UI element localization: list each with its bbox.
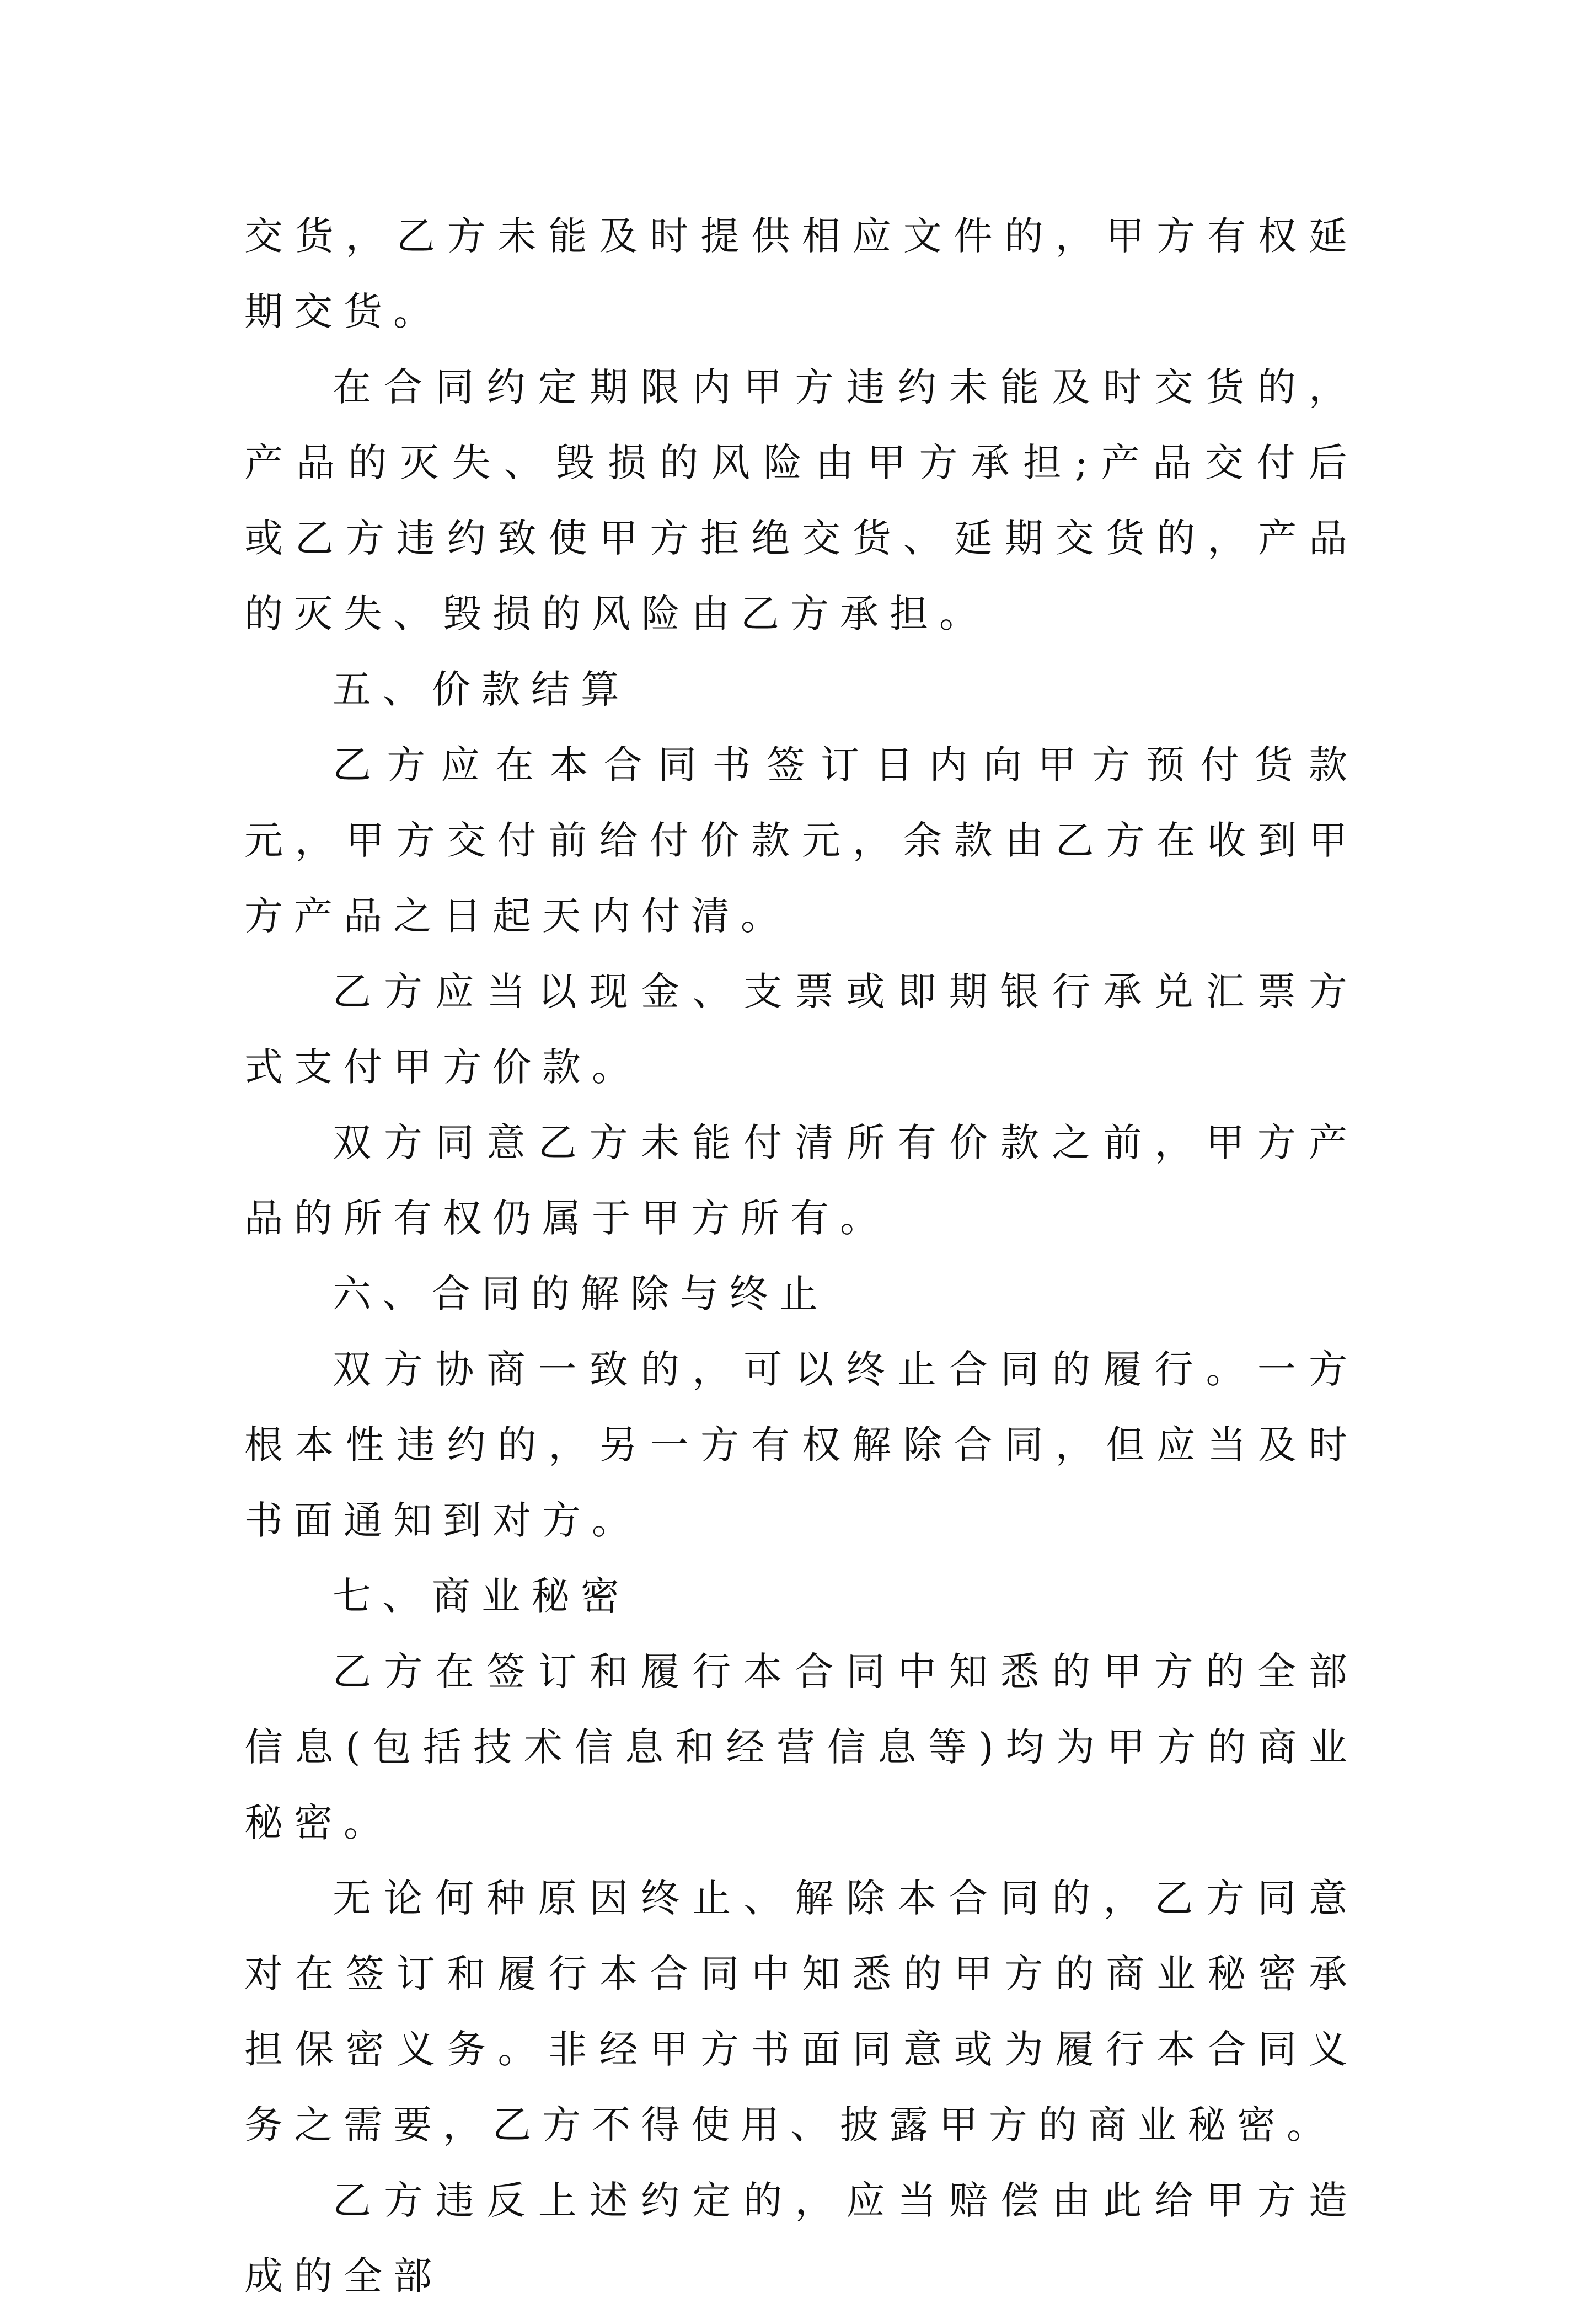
paragraph-confidentiality: 无论何种原因终止、解除本合同的，乙方同意对在签订和履行本合同中知悉的甲方的商业秘密承担保密义务。非经甲方书面同意或为履行本合同义务之需要，乙方不得使用、披露甲方的商业秘密。	[244, 1876, 1358, 2147]
section-heading-price-settlement: 五、价款结算	[333, 667, 630, 712]
paragraph-continuation: 交货，乙方未能及时提供相应文件的，甲方有权延期交货。	[244, 213, 1358, 334]
paragraph-termination: 双方协商一致的，可以终止合同的履行。一方根本性违约的，另一方有权解除合同，但应当及时书面通知到对方。	[244, 1347, 1358, 1543]
section-heading-trade-secrets: 七、商业秘密	[333, 1573, 630, 1619]
paragraph-trade-secret-definition: 乙方在签订和履行本合同中知悉的甲方的全部信息(包括技术信息和经营信息等)均为甲方的商业秘密。	[244, 1649, 1358, 1845]
paragraph-ownership: 双方同意乙方未能付清所有价款之前，甲方产品的所有权仍属于甲方所有。	[244, 1120, 1358, 1241]
section-heading-termination: 六、合同的解除与终止	[333, 1271, 829, 1316]
paragraph-risk-of-loss: 在合同约定期限内甲方违约未能及时交货的，产品的灭失、毁损的风险由甲方承担;产品交付后或乙方违约致使甲方拒绝交货、延期交货的，产品的灭失、毁损的风险由乙方承担。	[244, 365, 1358, 636]
paragraph-payment-method: 乙方应当以现金、支票或即期银行承兑汇票方式支付甲方价款。	[244, 969, 1358, 1090]
paragraph-prepayment: 乙方应在本合同书签订日内向甲方预付货款元，甲方交付前给付价款元，余款由乙方在收到甲方产品之日起天内付清。	[244, 742, 1358, 939]
paragraph-breach-compensation: 乙方违反上述约定的，应当赔偿由此给甲方造成的全部	[244, 2178, 1358, 2299]
document-body	[244, 199, 1358, 2314]
